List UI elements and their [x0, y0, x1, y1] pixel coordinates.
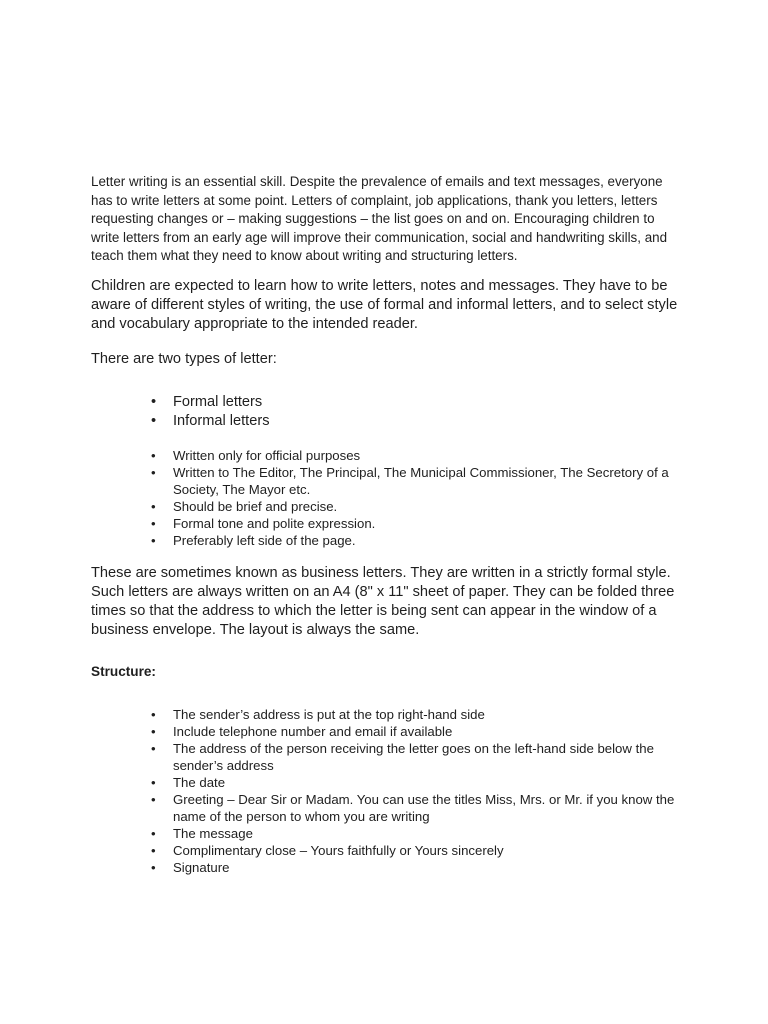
list-item: • Written to The Editor, The Principal, The Municipal Commissioner, The Secretory of a Society, The Mayor etc. [91, 464, 681, 498]
intro-paragraph: Letter writing is an essential skill. Despite the prevalence of emails and text messages, everyone has to write letters at some point. Letters of complaint, job applications, thank you letters, letters requesting changes or – making suggestions – the list goes on and on. Encouraging children to write letters from an early age will improve their communication, social and handwriting skills, and teach them what they need to know about writing and structuring letters. [91, 174, 668, 264]
list-item: • The address of the person receiving the letter goes on the left-hand side below the sender’s address [91, 740, 681, 774]
list-item: • Formal letters [91, 393, 681, 412]
list-item: • Signature [91, 859, 681, 876]
list-item: • Greeting – Dear Sir or Madam. You can use the titles Miss, Mrs. or Mr. if you know the name of the person to whom you are writing [91, 791, 681, 825]
types-intro: There are two types of letter: [91, 351, 277, 368]
letter-types-list [91, 393, 681, 431]
expectations-paragraph: Children are expected to learn how to write letters, notes and messages. They have to be aware of different styles of writing, the use of formal and informal letters, and to select style and vocabulary appropriate to the intended reader. [91, 277, 678, 332]
list-item: • Include telephone number and email if available [91, 723, 681, 740]
document-content [91, 173, 681, 876]
list-item: • Preferably left side of the page. [91, 532, 681, 549]
list-item: • Formal tone and polite expression. [91, 515, 681, 532]
structure-heading: Structure: [91, 664, 156, 680]
business-letters-paragraph: These are sometimes known as business letters. They are written in a strictly formal style. Such letters are always written on an A4 (8" x 11" sheet of paper. They can be folded three times so that the address to which the letter is being sent can appear in the window of a business envelope. The layout is always the same. [91, 565, 675, 638]
list-item: • The date [91, 774, 681, 791]
list-item: • The sender’s address is put at the top right-hand side [91, 706, 681, 723]
list-item: • Should be brief and precise. [91, 498, 681, 515]
list-item: • Written only for official purposes [91, 447, 681, 464]
list-item: • The message [91, 825, 681, 842]
structure-points-list [91, 706, 681, 876]
list-item: • Complimentary close – Yours faithfully or Yours sincerely [91, 842, 681, 859]
formal-points-list [91, 447, 681, 549]
list-item: • Informal letters [91, 412, 681, 431]
